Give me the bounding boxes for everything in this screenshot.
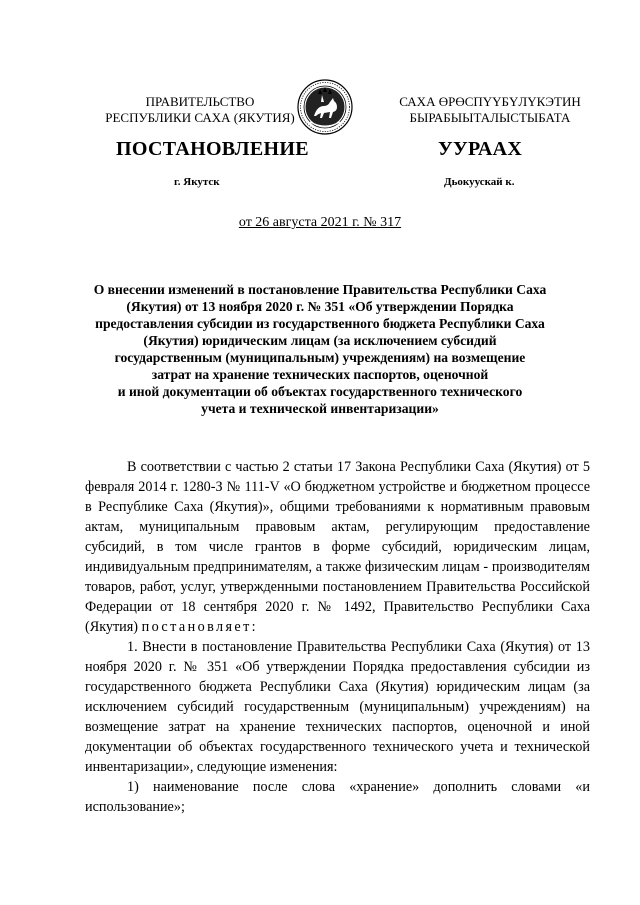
- coat-of-arms-emblem: [296, 78, 354, 136]
- document-body: [85, 457, 590, 817]
- document-type-sah: УУРААХ: [438, 138, 523, 160]
- clause-1-1-paragraph: 1) наименование после слова «хранение» дополнить словами «и использование»;: [85, 779, 590, 815]
- issuer-ru-line1: ПРАВИТЕЛЬСТВО: [145, 94, 255, 109]
- title-line: государственным (муниципальным) учреждениям) на возмещение: [114, 350, 526, 365]
- issuer-ru-line2: РЕСПУБЛИКИ САХА (ЯКУТИЯ): [105, 110, 295, 125]
- issuer-ru: [90, 94, 310, 126]
- issuer-sah-line2: БЫРАБЫЫТАЛЫСТЫБАТА: [409, 110, 571, 125]
- title-line: затрат на хранение технических паспортов, оценочной: [151, 367, 489, 382]
- title-line: и иной документации об объектах государственного технического: [117, 384, 523, 399]
- document-title: [70, 281, 570, 417]
- issuer-sah: [380, 94, 600, 126]
- title-line: предоставления субсидии из государственного бюджета Республики Саха: [95, 316, 545, 331]
- city-sah: Дьокуускай к.: [444, 176, 515, 188]
- city-ru: г. Якутск: [174, 176, 220, 188]
- title-line: (Якутия) юридическим лицам (за исключением субсидий: [143, 333, 497, 348]
- preamble-text: В соответствии с частью 2 статьи 17 Закона Республики Саха (Якутия) от 5 февраля 2014 г. 1280-З № 111-V «О бюджетном устройстве и бюджетном процессе в Республике Саха (Якутия)», общими требованиями к нормативным правовым актам, муниципальным правовым актам, регулирующим предоставление субсидий, в том числе грантов в форме субсидий, юридическим лицам, индивидуальным предпринимателям, а также физическим лицам - производителям товаров, работ, услуг, утвержденными постановлением Правительства Российской Федерации от 18 сентября 2020 г. № 1492, Правительство Республики Саха (Якутия): [85, 459, 590, 635]
- title-line: учета и технической инвентаризации»: [201, 401, 439, 416]
- preamble-paragraph: [85, 457, 590, 637]
- title-line: О внесении изменений в постановление Правительства Республики Саха: [93, 282, 547, 297]
- decrees-word: постановляет:: [141, 619, 259, 635]
- date-number-line: [0, 215, 640, 231]
- issuer-sah-line1: САХА ӨРӨСПҮҮБҮЛҮКЭТИН: [399, 94, 581, 109]
- title-line: (Якутия) от 13 ноября 2020 г. № 351 «Об утверждении Порядка: [126, 299, 514, 314]
- document-type-ru: ПОСТАНОВЛЕНИЕ: [116, 138, 309, 160]
- date-number-text: от 26 августа 2021 г. № 317: [238, 215, 402, 230]
- clause-1-paragraph: 1. Внести в постановление Правительства Республики Саха (Якутия) от 13 ноября 2020 г. № 351 «Об утверждении Порядка предоставления субсидии из государственного бюджета Республики Саха (Якутия) юридическим лицам (за исключением субсидий государственным (муниципальным) учреждениям) на возмещение затрат на хранение технических паспортов, оценочной и иной документации об объектах государственного технического учета и технической инвентаризации», следующие изменения:: [85, 639, 590, 775]
